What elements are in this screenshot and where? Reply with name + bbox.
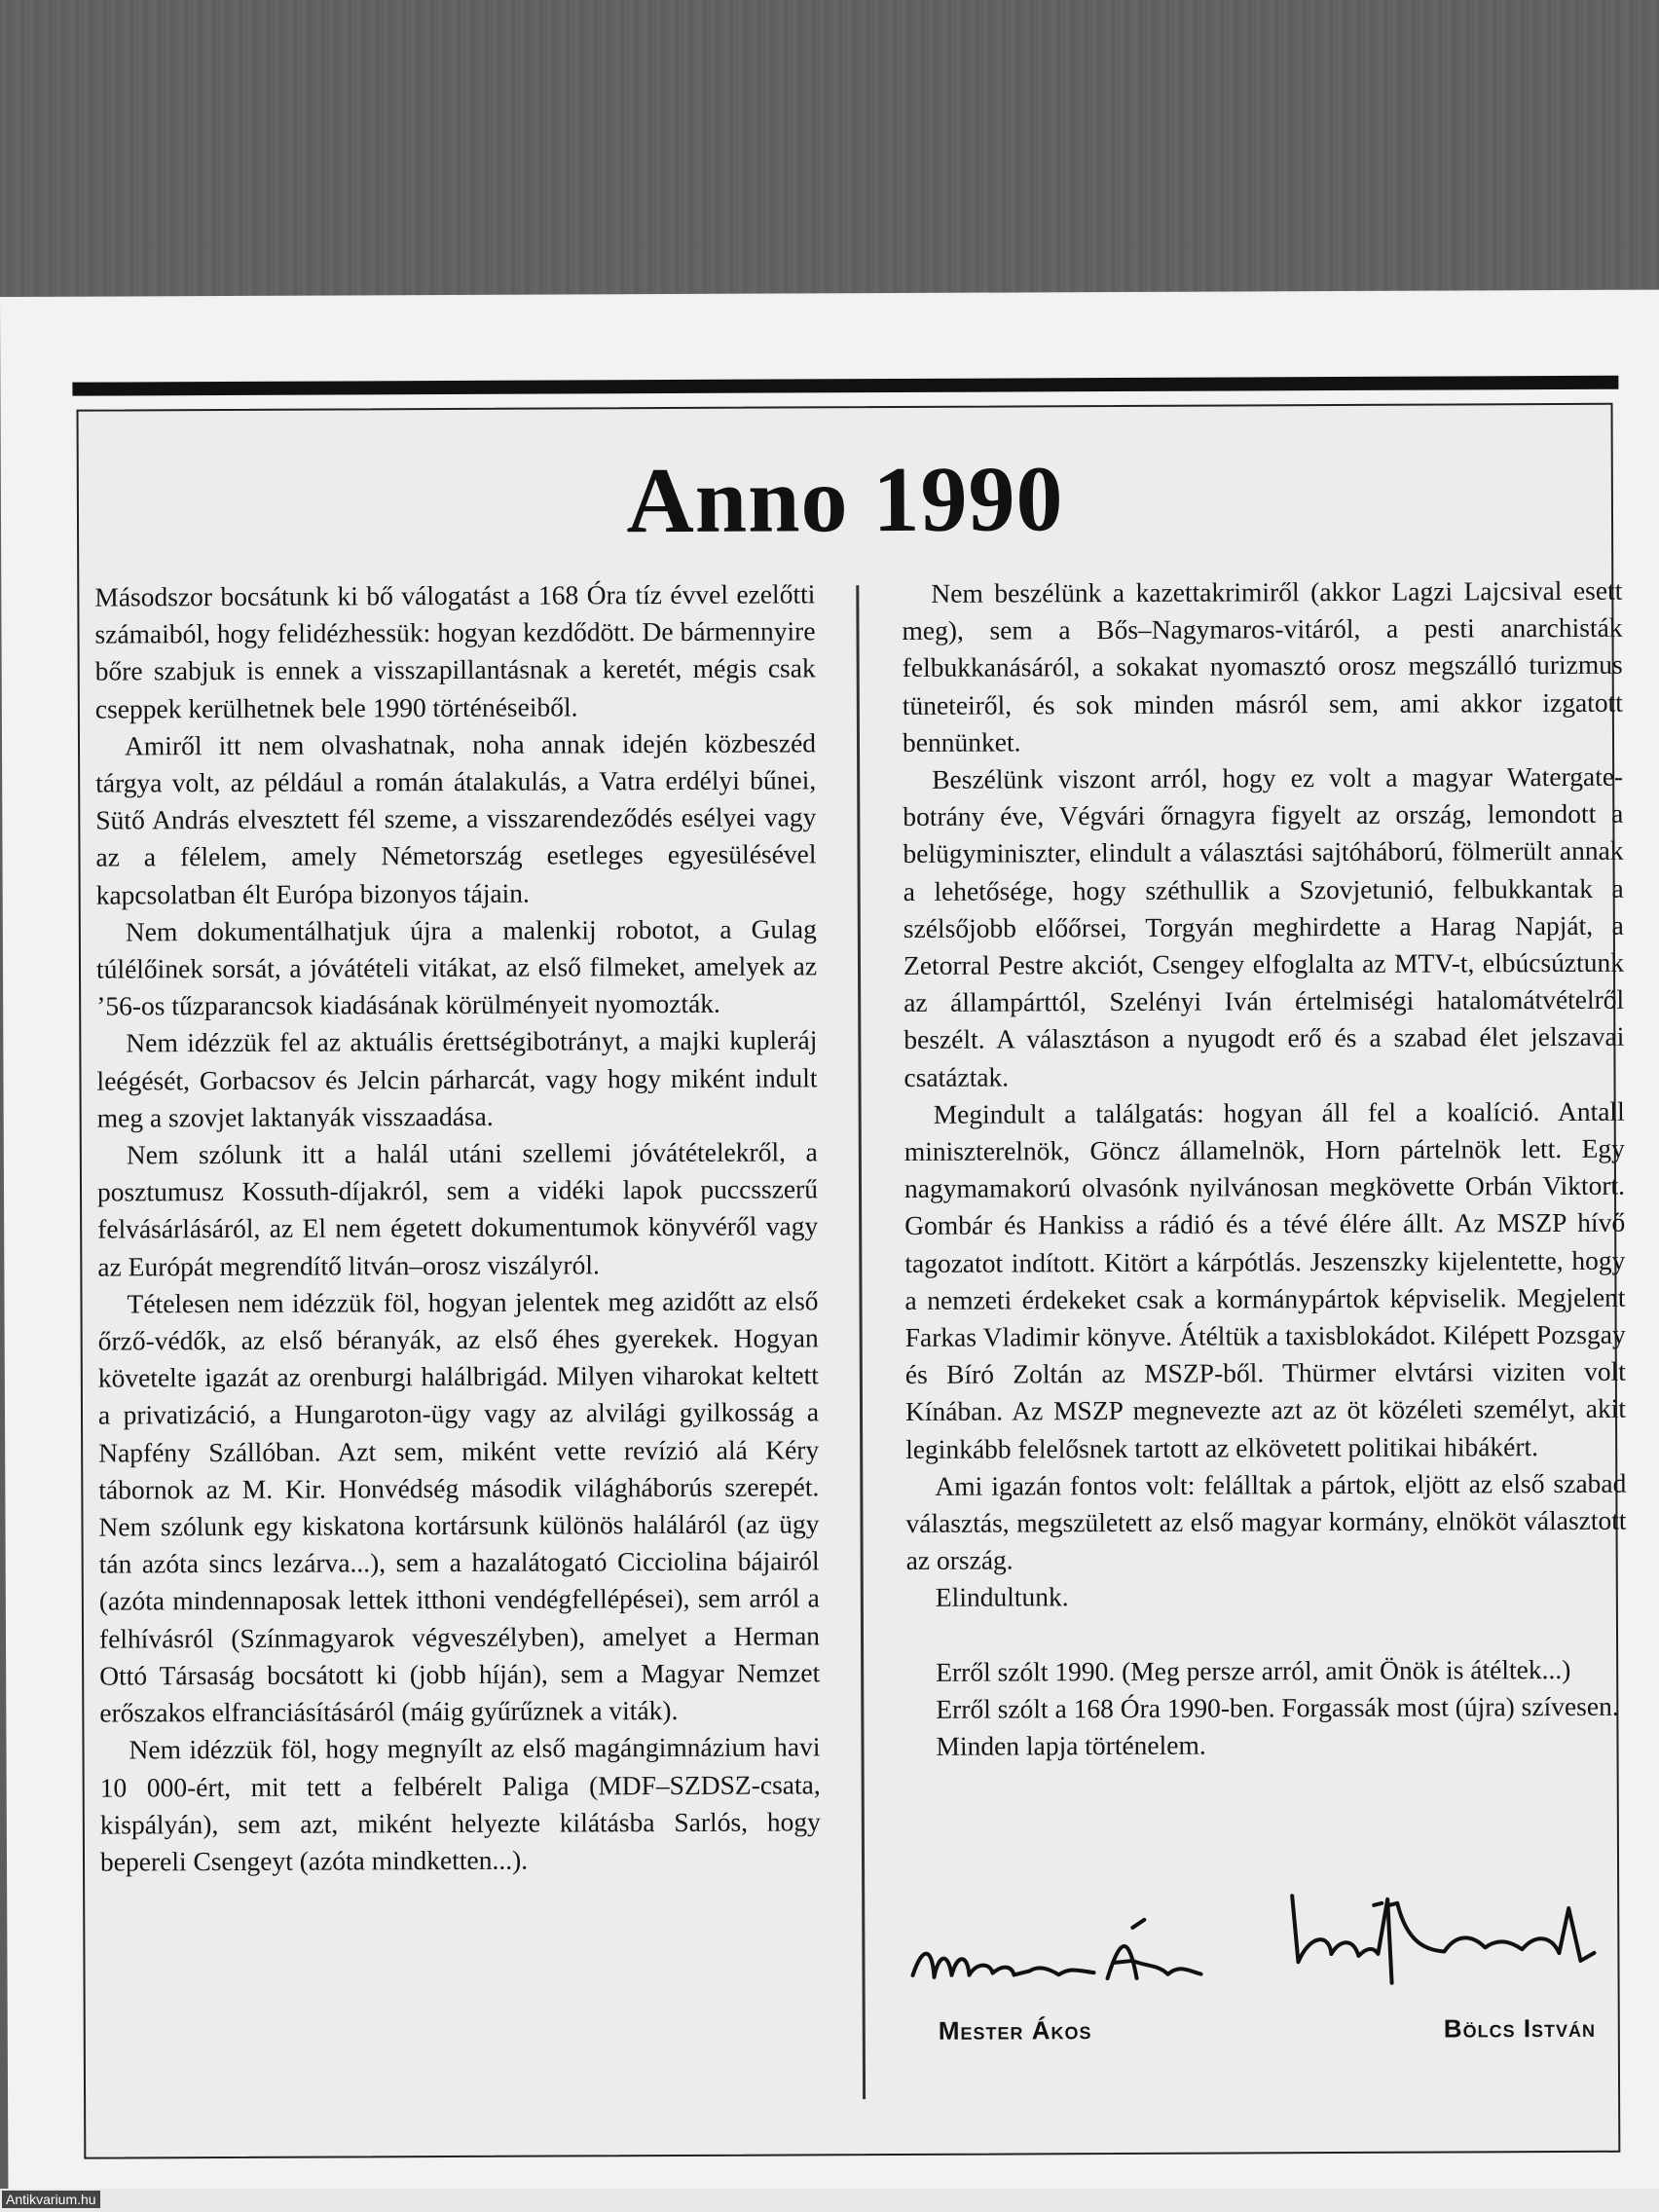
paragraph: Megindult a találgatás: hogyan áll fel a koalíció. Antall miniszterelnök, Göncz államelnök, Horn pártelnök lett. Egy nagymamakorú olvasónk nyilvánosan megkövette Orbán Viktort. Gombár és Hankiss a rádió és a tévé élére állt. Az MSZP hívő tagozatot indított. Kitört a kárpótlás. Jeszenszky kijelentette, hogy a nemzeti érdekeket csak a kormánypártok képviselik. Megjelent Farkas Vladimir könyve. Átéltük a taxisblokádot. Kilépett Pozsgay és Bíró Zoltán az MSZP-ből. Thürmer elvtársi viziten volt Kínában. Az MSZP megnevezte azt az öt közéleti személyt, akit leginkább felelősnek tartott az elkövetett politikai hibákért. [903,1095,1627,1464]
paragraph: Minden lapja történelem. [936,1729,1206,1761]
paragraph: Nem dokumentálhatjuk újra a malenkij robotot, a Gulag túlélőinek sorsát, a jóvátételi vitákat, az első filmeket, amelyek az ’56-os tűzparancsok kiadásának körülményeit nyomozták. [95,913,818,1021]
signature-bolcs [1280,1875,1612,1993]
watermark: Antikvarium.hu [2,2191,100,2208]
paragraph: Ami igazán fontos volt: felálltak a pártok, eljött az első szabad választás, megszületett az első magyar kormány, elnököt választott az ország. [905,1467,1627,1576]
left-column [94,575,821,1880]
background-surface [0,0,1659,341]
page [0,290,1659,2212]
author-name-mester: Mester Ákos [938,2015,1092,2046]
column-divider [856,585,866,2099]
top-rule [72,376,1618,396]
paragraph: Tételesen nem idézzük föl, hogyan jelentek meg azidőtt az első őrző-védők, az első béranyák, az első éhes gyerekek. Hogyan követelte igazát az orenburgi halálbrigád. Milyen viharokat keltett a privatizáció, a Hungaroton-ügy vagy az alvilági gyilkosság a Napfény Szállóban. Azt sem, miként vette revízió alá Kéry tábornok az M. Kir. Honvédség második világháborús szerepét. Nem szólunk egy kiskatona kortársunk különös haláláról (az ügy tán azóta sincs lezárva...), sem a hazalátogató Cicciolina bájairól (azóta mindennaposak lettek itthoni vendégfellépései), sem arról a felhívásról (Színmagyarok végveszélyben), amelyet a Herman Ottó Társaság bocsátott ki (jobb híján), sem a Magyar Nemzet erőszakos elfranciásításáról (máig gyűrűznek a viták). [97,1285,821,1728]
signature-mester [903,1906,1224,2014]
paragraph: Amiről itt nem olvashatnak, noha annak idején közbeszéd tárgya volt, az például a román átalakulás, a Vatra erdélyi bűnei, Sütő András elvesztett fél szeme, a visszarendeződés esélyei vagy az a félelem, amely Németország esetleges egyesülésével kapcsolatban élt Európa bizonyos tájain. [95,727,817,910]
paragraph: Erről szólt 1990. (Meg persze arról, amit Önök is átéltek...) [936,1653,1571,1687]
author-name-bolcs: Bölcs István [1443,2012,1597,2044]
article-box [77,403,1627,2159]
paragraph: Erről szólt a 168 Óra 1990-ben. Forgassák most (újra) szívesen. [936,1690,1619,1724]
paragraph: Elindultunk. [935,1581,1069,1613]
right-column [902,572,1627,1766]
article-title: Anno 1990 [626,446,1064,553]
paragraph: Nem idézzük fel az aktuális érettségibotrányt, a majki kupleráj leégését, Gorbacsov és Jelcin párharcát, vagy hogy miként indult meg a szovjet laktanyák visszaadása. [96,1024,818,1133]
paragraph: Nem szólunk itt a halál utáni szellemi jóvátételekről, a posztumusz Kossuth-díjakról, sem a vidéki lapok puccsszerű felvásárlásáról, az El nem égetett dokumentumok könyvéről vagy az Európát megrendítő litván–orosz viszályról. [96,1136,819,1282]
next-page-strip [0,2189,1659,2212]
paragraph: Nem beszélünk a kazettakrimiről (akkor Lagzi Lajcsival esett meg), sem a Bős–Nagymaros-vitáról, a pesti anarchisták felbukkanásáról, a sokakat nyomasztó orosz megszálló turizmus tüneteiről, és sok minden másról sem, ami akkor izgatott bennünket. [902,574,1623,757]
paragraph: Beszélünk viszont arról, hogy ez volt a magyar Watergate-botrány éve, Végvári őrnagyra figyelt az ország, lemondott a belügyminiszter, elindult a választási sajtóháború, fölmerült annak a lehetősége, hogy széthullik a Szovjetunió, felbukkantak a szélsőjobb előőrsei, Torgyán meghirdette a Harag Napját, a Zetorral Pestre akciót, Csengey elfoglalta az MTV-t, elbúcsúztunk az állampárttól, Szelényi Iván értelmiségi hatalomátvételről beszélt. A választáson a nyugodt erő és a szabad élet jelszavai csatáztak. [903,760,1625,1092]
paragraph: Másodszor bocsátunk ki bő válogatást a 168 Óra tíz évvel ezelőtti számaiból, hogy felidézhessük: hogyan kezdődött. De bármennyire bőre szabjuk is ennek a visszapillantásnak a keretét, mégis csak cseppek kerülhetnek bele 1990 történéseiből. [94,578,816,724]
paragraph: Nem idézzük föl, hogy megnyílt az első magángimnázium havi 10 000-ért, mit tett a felbérelt Paliga (MDF–SZDSZ-csata, kispályán), sem azt, miként helyezte kilátásba Sarlós, hogy bepereli Csengeyt (azóta mindketten...). [99,1731,821,1877]
